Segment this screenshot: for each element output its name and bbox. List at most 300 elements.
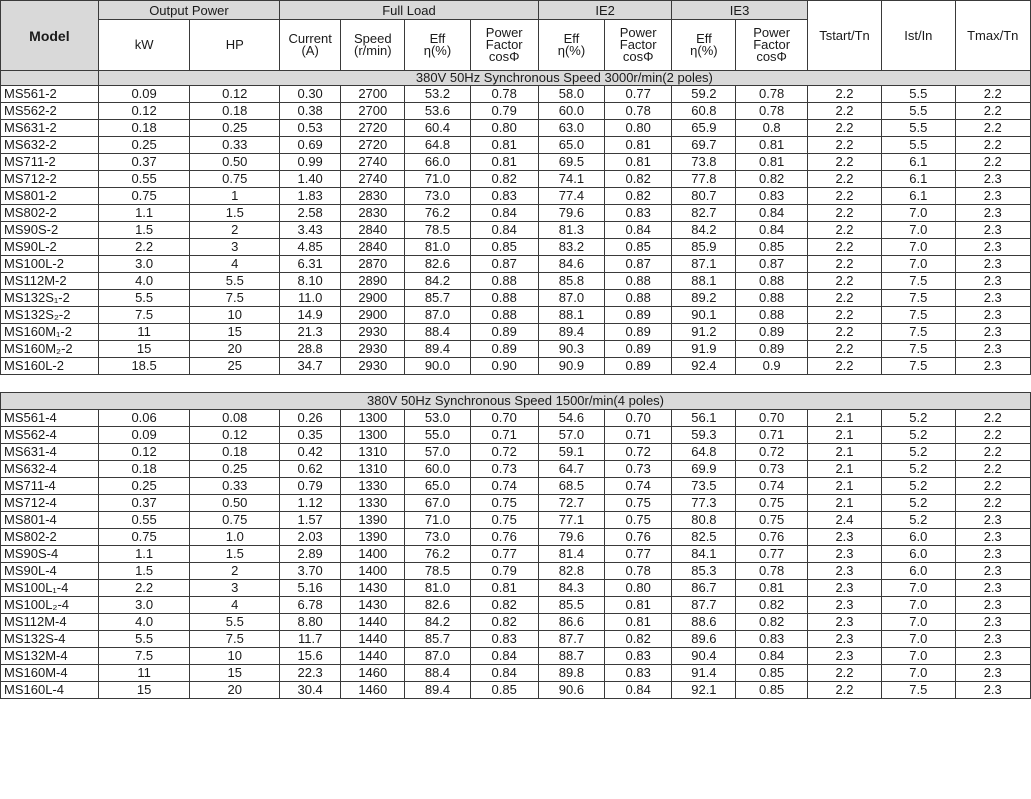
value-cell: 89.8 xyxy=(538,665,604,682)
value-cell: 5.5 xyxy=(882,120,955,137)
value-cell: 55.0 xyxy=(405,427,470,444)
value-cell: 73.0 xyxy=(405,188,470,205)
model-cell: MS561-4 xyxy=(1,410,99,427)
value-cell: 0.37 xyxy=(98,495,190,512)
value-cell: 5.2 xyxy=(882,512,955,529)
value-cell: 2.3 xyxy=(955,256,1031,273)
value-cell: 5.2 xyxy=(882,410,955,427)
value-cell: 7.0 xyxy=(882,631,955,648)
value-cell: 0.84 xyxy=(470,648,538,665)
value-cell: 2720 xyxy=(341,137,405,154)
value-cell: 5.2 xyxy=(882,427,955,444)
value-cell: 0.79 xyxy=(280,478,341,495)
header-output-power: Output Power xyxy=(98,1,279,20)
value-cell: 0.53 xyxy=(280,120,341,137)
value-cell: 2.3 xyxy=(955,682,1031,699)
value-cell: 0.81 xyxy=(736,580,807,597)
value-cell: 0.84 xyxy=(736,648,807,665)
value-cell: 1430 xyxy=(341,597,405,614)
header-ie3-eff: Eff η(%) xyxy=(672,20,736,71)
value-cell: 0.74 xyxy=(605,478,672,495)
model-cell: MS802-2 xyxy=(1,205,99,222)
value-cell: 0.78 xyxy=(470,86,538,103)
value-cell: 0.81 xyxy=(605,137,672,154)
value-cell: 0.70 xyxy=(470,410,538,427)
value-cell: 2.2 xyxy=(955,427,1031,444)
value-cell: 85.7 xyxy=(405,290,470,307)
table-row xyxy=(1,154,1031,171)
table-row xyxy=(1,205,1031,222)
value-cell: 0.77 xyxy=(605,86,672,103)
value-cell: 0.78 xyxy=(605,103,672,120)
value-cell: 77.8 xyxy=(672,171,736,188)
model-cell: MS802-2 xyxy=(1,529,99,546)
value-cell: 73.0 xyxy=(405,529,470,546)
table-row xyxy=(1,324,1031,341)
value-cell: 56.1 xyxy=(672,410,736,427)
value-cell: 0.75 xyxy=(736,495,807,512)
value-cell: 0.84 xyxy=(736,205,807,222)
table-row xyxy=(1,137,1031,154)
value-cell: 60.0 xyxy=(538,103,604,120)
value-cell: 0.35 xyxy=(280,427,341,444)
value-cell: 53.6 xyxy=(405,103,470,120)
value-cell: 2.2 xyxy=(807,273,881,290)
value-cell: 2.3 xyxy=(955,546,1031,563)
value-cell: 71.0 xyxy=(405,512,470,529)
value-cell: 3.70 xyxy=(280,563,341,580)
value-cell: 59.2 xyxy=(672,86,736,103)
value-cell: 0.82 xyxy=(470,171,538,188)
value-cell: 0.25 xyxy=(190,461,280,478)
table-row xyxy=(1,648,1031,665)
value-cell: 7.5 xyxy=(882,358,955,375)
value-cell: 4.85 xyxy=(280,239,341,256)
value-cell: 87.0 xyxy=(538,290,604,307)
model-cell: MS112M-4 xyxy=(1,614,99,631)
value-cell: 5.16 xyxy=(280,580,341,597)
value-cell: 0.81 xyxy=(605,614,672,631)
value-cell: 89.4 xyxy=(405,682,470,699)
value-cell: 0.55 xyxy=(98,512,190,529)
value-cell: 73.5 xyxy=(672,478,736,495)
value-cell: 2.89 xyxy=(280,546,341,563)
value-cell: 0.82 xyxy=(470,614,538,631)
value-cell: 2.3 xyxy=(807,563,881,580)
value-cell: 0.89 xyxy=(470,341,538,358)
value-cell: 30.4 xyxy=(280,682,341,699)
table-row xyxy=(1,410,1031,427)
value-cell: 2.3 xyxy=(955,307,1031,324)
model-cell: MS632-4 xyxy=(1,461,99,478)
model-cell: MS711-2 xyxy=(1,154,99,171)
value-cell: 0.88 xyxy=(736,273,807,290)
value-cell: 0.18 xyxy=(190,444,280,461)
table-row xyxy=(1,256,1031,273)
value-cell: 0.82 xyxy=(736,597,807,614)
value-cell: 3 xyxy=(190,239,280,256)
value-cell: 53.2 xyxy=(405,86,470,103)
value-cell: 2.3 xyxy=(955,171,1031,188)
value-cell: 7.0 xyxy=(882,239,955,256)
value-cell: 25 xyxy=(190,358,280,375)
value-cell: 0.80 xyxy=(605,120,672,137)
value-cell: 0.87 xyxy=(605,256,672,273)
value-cell: 0.72 xyxy=(736,444,807,461)
value-cell: 81.0 xyxy=(405,239,470,256)
value-cell: 7.5 xyxy=(882,682,955,699)
value-cell: 0.75 xyxy=(470,495,538,512)
value-cell: 2.2 xyxy=(955,137,1031,154)
value-cell: 2900 xyxy=(341,307,405,324)
value-cell: 0.81 xyxy=(605,154,672,171)
value-cell: 78.5 xyxy=(405,222,470,239)
table-row xyxy=(1,120,1031,137)
value-cell: 2.2 xyxy=(955,154,1031,171)
value-cell: 0.78 xyxy=(605,563,672,580)
table-row xyxy=(1,478,1031,495)
table-row xyxy=(1,273,1031,290)
value-cell: 0.38 xyxy=(280,103,341,120)
value-cell: 7.0 xyxy=(882,665,955,682)
value-cell: 0.12 xyxy=(190,86,280,103)
value-cell: 2.1 xyxy=(807,495,881,512)
value-cell: 90.9 xyxy=(538,358,604,375)
value-cell: 2.2 xyxy=(807,307,881,324)
value-cell: 69.7 xyxy=(672,137,736,154)
value-cell: 82.8 xyxy=(538,563,604,580)
value-cell: 59.3 xyxy=(672,427,736,444)
value-cell: 87.0 xyxy=(405,307,470,324)
value-cell: 0.78 xyxy=(736,563,807,580)
value-cell: 90.0 xyxy=(405,358,470,375)
value-cell: 77.4 xyxy=(538,188,604,205)
value-cell: 0.81 xyxy=(470,154,538,171)
value-cell: 8.10 xyxy=(280,273,341,290)
value-cell: 15 xyxy=(190,324,280,341)
value-cell: 2.3 xyxy=(955,512,1031,529)
value-cell: 0.77 xyxy=(736,546,807,563)
value-cell: 1390 xyxy=(341,512,405,529)
value-cell: 2.2 xyxy=(807,358,881,375)
value-cell: 84.2 xyxy=(405,273,470,290)
value-cell: 2.2 xyxy=(98,239,190,256)
header-current: Current (A) xyxy=(280,20,341,71)
value-cell: 2.58 xyxy=(280,205,341,222)
value-cell: 7.0 xyxy=(882,648,955,665)
value-cell: 0.84 xyxy=(736,222,807,239)
value-cell: 84.3 xyxy=(538,580,604,597)
value-cell: 2.2 xyxy=(807,222,881,239)
value-cell: 3.0 xyxy=(98,597,190,614)
value-cell: 91.2 xyxy=(672,324,736,341)
value-cell: 69.5 xyxy=(538,154,604,171)
value-cell: 88.1 xyxy=(538,307,604,324)
value-cell: 1390 xyxy=(341,529,405,546)
header-ie3: IE3 xyxy=(672,1,807,20)
value-cell: 1.1 xyxy=(98,205,190,222)
value-cell: 90.6 xyxy=(538,682,604,699)
value-cell: 60.4 xyxy=(405,120,470,137)
value-cell: 0.85 xyxy=(736,239,807,256)
value-cell: 88.1 xyxy=(672,273,736,290)
table-row xyxy=(1,512,1031,529)
table-row xyxy=(1,563,1031,580)
value-cell: 0.62 xyxy=(280,461,341,478)
header-full-load-eff: Eff η(%) xyxy=(405,20,470,71)
value-cell: 2840 xyxy=(341,222,405,239)
value-cell: 3.43 xyxy=(280,222,341,239)
value-cell: 88.6 xyxy=(672,614,736,631)
header-ie2-pf: Power Factor cosΦ xyxy=(605,20,672,71)
table-row xyxy=(1,682,1031,699)
value-cell: 90.1 xyxy=(672,307,736,324)
value-cell: 0.75 xyxy=(605,495,672,512)
group-header xyxy=(1,71,1031,86)
value-cell: 0.81 xyxy=(605,597,672,614)
table-row xyxy=(1,546,1031,563)
table-row xyxy=(1,290,1031,307)
value-cell: 34.7 xyxy=(280,358,341,375)
value-cell: 1310 xyxy=(341,444,405,461)
value-cell: 0.69 xyxy=(280,137,341,154)
value-cell: 0.88 xyxy=(470,290,538,307)
model-cell: MS562-2 xyxy=(1,103,99,120)
value-cell: 7.0 xyxy=(882,205,955,222)
value-cell: 82.6 xyxy=(405,597,470,614)
value-cell: 0.83 xyxy=(470,631,538,648)
table-row xyxy=(1,171,1031,188)
value-cell: 7.5 xyxy=(98,307,190,324)
value-cell: 0.75 xyxy=(736,512,807,529)
value-cell: 1.40 xyxy=(280,171,341,188)
value-cell: 88.7 xyxy=(538,648,604,665)
value-cell: 0.9 xyxy=(736,358,807,375)
header-model: Model xyxy=(1,1,99,71)
value-cell: 2.1 xyxy=(807,410,881,427)
value-cell: 81.3 xyxy=(538,222,604,239)
value-cell: 7.5 xyxy=(882,307,955,324)
value-cell: 72.7 xyxy=(538,495,604,512)
value-cell: 90.4 xyxy=(672,648,736,665)
value-cell: 0.82 xyxy=(605,171,672,188)
model-cell: MS112M-2 xyxy=(1,273,99,290)
value-cell: 5.5 xyxy=(98,290,190,307)
value-cell: 6.0 xyxy=(882,529,955,546)
value-cell: 0.89 xyxy=(470,324,538,341)
value-cell: 2870 xyxy=(341,256,405,273)
value-cell: 82.7 xyxy=(672,205,736,222)
value-cell: 0.77 xyxy=(470,546,538,563)
value-cell: 0.73 xyxy=(470,461,538,478)
value-cell: 2830 xyxy=(341,205,405,222)
value-cell: 2.2 xyxy=(955,410,1031,427)
value-cell: 0.84 xyxy=(470,205,538,222)
value-cell: 6.1 xyxy=(882,171,955,188)
value-cell: 7.5 xyxy=(882,324,955,341)
value-cell: 2.1 xyxy=(807,427,881,444)
value-cell: 2700 xyxy=(341,86,405,103)
value-cell: 0.71 xyxy=(470,427,538,444)
value-cell: 1440 xyxy=(341,614,405,631)
value-cell: 2.2 xyxy=(955,461,1031,478)
value-cell: 2.2 xyxy=(98,580,190,597)
value-cell: 15 xyxy=(190,665,280,682)
value-cell: 80.8 xyxy=(672,512,736,529)
value-cell: 64.7 xyxy=(538,461,604,478)
value-cell: 88.4 xyxy=(405,665,470,682)
value-cell: 2830 xyxy=(341,188,405,205)
value-cell: 87.7 xyxy=(672,597,736,614)
value-cell: 1.83 xyxy=(280,188,341,205)
value-cell: 6.0 xyxy=(882,546,955,563)
table-row xyxy=(1,358,1031,375)
value-cell: 0.89 xyxy=(605,324,672,341)
value-cell: 57.0 xyxy=(538,427,604,444)
value-cell: 2.2 xyxy=(807,188,881,205)
value-cell: 0.74 xyxy=(736,478,807,495)
value-cell: 79.6 xyxy=(538,205,604,222)
model-cell: MS712-2 xyxy=(1,171,99,188)
value-cell: 2.3 xyxy=(955,597,1031,614)
value-cell: 2.3 xyxy=(807,631,881,648)
value-cell: 10 xyxy=(190,648,280,665)
value-cell: 5.5 xyxy=(98,631,190,648)
value-cell: 85.7 xyxy=(405,631,470,648)
group-spacer xyxy=(1,375,1031,393)
value-cell: 2.2 xyxy=(807,290,881,307)
value-cell: 80.7 xyxy=(672,188,736,205)
value-cell: 2.2 xyxy=(807,205,881,222)
value-cell: 2.3 xyxy=(955,614,1031,631)
value-cell: 2.3 xyxy=(955,648,1031,665)
value-cell: 2740 xyxy=(341,154,405,171)
value-cell: 0.50 xyxy=(190,154,280,171)
value-cell: 85.5 xyxy=(538,597,604,614)
table-row xyxy=(1,86,1031,103)
value-cell: 73.8 xyxy=(672,154,736,171)
value-cell: 0.85 xyxy=(470,682,538,699)
header-full-load: Full Load xyxy=(280,1,539,20)
value-cell: 0.85 xyxy=(736,665,807,682)
value-cell: 0.76 xyxy=(736,529,807,546)
model-cell: MS631-4 xyxy=(1,444,99,461)
table-row xyxy=(1,307,1031,324)
value-cell: 0.84 xyxy=(470,222,538,239)
value-cell: 0.89 xyxy=(605,341,672,358)
value-cell: 1460 xyxy=(341,682,405,699)
value-cell: 7.5 xyxy=(882,290,955,307)
value-cell: 64.8 xyxy=(672,444,736,461)
value-cell: 0.82 xyxy=(736,171,807,188)
value-cell: 0.12 xyxy=(98,444,190,461)
value-cell: 90.3 xyxy=(538,341,604,358)
value-cell: 0.88 xyxy=(470,273,538,290)
model-cell: MS632-2 xyxy=(1,137,99,154)
value-cell: 0.89 xyxy=(736,341,807,358)
value-cell: 67.0 xyxy=(405,495,470,512)
value-cell: 0.82 xyxy=(605,188,672,205)
value-cell: 85.8 xyxy=(538,273,604,290)
value-cell: 7.5 xyxy=(190,290,280,307)
value-cell: 7.0 xyxy=(882,580,955,597)
value-cell: 5.5 xyxy=(190,273,280,290)
value-cell: 0.75 xyxy=(605,512,672,529)
value-cell: 59.1 xyxy=(538,444,604,461)
table-row xyxy=(1,597,1031,614)
value-cell: 5.5 xyxy=(882,103,955,120)
value-cell: 57.0 xyxy=(405,444,470,461)
value-cell: 7.0 xyxy=(882,256,955,273)
value-cell: 7.0 xyxy=(882,614,955,631)
model-cell: MS100L₁-4 xyxy=(1,580,99,597)
value-cell: 0.75 xyxy=(98,529,190,546)
value-cell: 0.88 xyxy=(736,307,807,324)
value-cell: 0.30 xyxy=(280,86,341,103)
value-cell: 71.0 xyxy=(405,171,470,188)
header-ist: Ist/In xyxy=(882,1,955,71)
value-cell: 0.83 xyxy=(736,631,807,648)
value-cell: 86.7 xyxy=(672,580,736,597)
value-cell: 5.5 xyxy=(882,137,955,154)
table-row xyxy=(1,239,1031,256)
value-cell: 0.74 xyxy=(470,478,538,495)
value-cell: 2.3 xyxy=(955,324,1031,341)
value-cell: 7.5 xyxy=(190,631,280,648)
value-cell: 0.88 xyxy=(605,273,672,290)
value-cell: 87.0 xyxy=(405,648,470,665)
value-cell: 82.5 xyxy=(672,529,736,546)
value-cell: 2.3 xyxy=(807,546,881,563)
value-cell: 0.89 xyxy=(736,324,807,341)
value-cell: 69.9 xyxy=(672,461,736,478)
value-cell: 7.0 xyxy=(882,222,955,239)
value-cell: 2.2 xyxy=(955,495,1031,512)
model-cell: MS100L-2 xyxy=(1,256,99,273)
value-cell: 2.2 xyxy=(807,341,881,358)
value-cell: 2.2 xyxy=(807,324,881,341)
table-row xyxy=(1,222,1031,239)
value-cell: 0.09 xyxy=(98,427,190,444)
value-cell: 83.2 xyxy=(538,239,604,256)
value-cell: 0.09 xyxy=(98,86,190,103)
value-cell: 5.2 xyxy=(882,495,955,512)
value-cell: 0.8 xyxy=(736,120,807,137)
value-cell: 0.76 xyxy=(470,529,538,546)
model-cell: MS160M-4 xyxy=(1,665,99,682)
value-cell: 2.03 xyxy=(280,529,341,546)
value-cell: 2.3 xyxy=(955,290,1031,307)
group-header xyxy=(1,393,1031,410)
value-cell: 2.2 xyxy=(955,478,1031,495)
value-cell: 15 xyxy=(98,682,190,699)
value-cell: 4.0 xyxy=(98,273,190,290)
value-cell: 2.2 xyxy=(807,682,881,699)
value-cell: 0.72 xyxy=(470,444,538,461)
value-cell: 1400 xyxy=(341,546,405,563)
value-cell: 2.3 xyxy=(807,614,881,631)
group-title: 380V 50Hz Synchronous Speed 3000r/min(2 poles) xyxy=(98,71,1030,86)
value-cell: 2.2 xyxy=(955,120,1031,137)
value-cell: 0.83 xyxy=(605,665,672,682)
value-cell: 3 xyxy=(190,580,280,597)
value-cell: 1440 xyxy=(341,648,405,665)
value-cell: 0.26 xyxy=(280,410,341,427)
value-cell: 0.90 xyxy=(470,358,538,375)
value-cell: 2.3 xyxy=(955,273,1031,290)
value-cell: 0.87 xyxy=(470,256,538,273)
value-cell: 77.3 xyxy=(672,495,736,512)
